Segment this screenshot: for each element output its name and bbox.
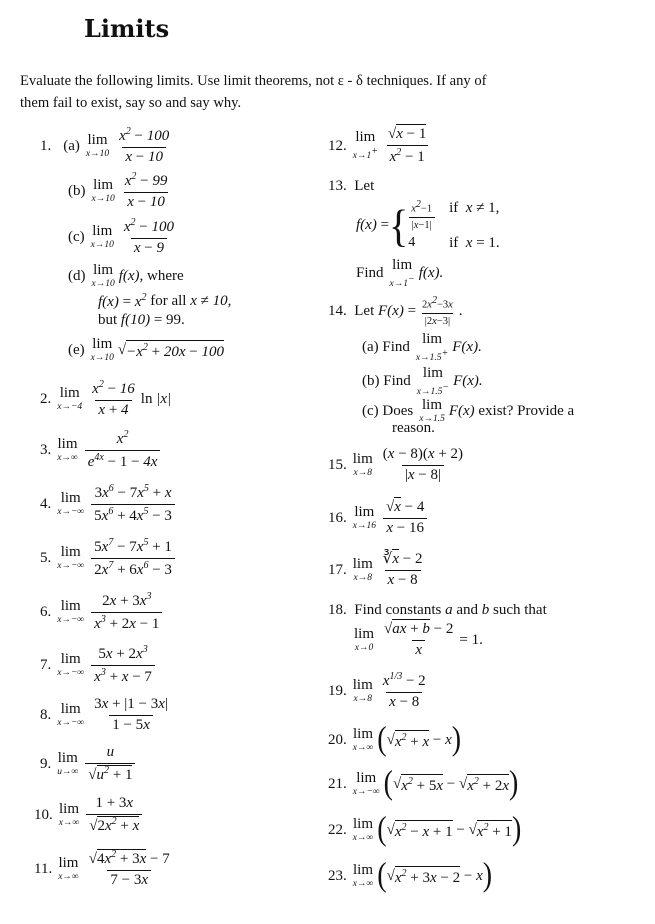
problem-6: 6. lim x→−∞ $\frac{2x + 3x^3}{x^3 + 2x - 1}$ bbox=[40, 592, 165, 633]
problem-11: 11. lim x→∞ $\frac{√4x^2 + 3x - 7}{7 - 3x}$ bbox=[34, 849, 170, 888]
problem-18: 18. Find constants a and b such that bbox=[328, 602, 547, 618]
problem-14b: (b) Find lim x→1.5− F(x). bbox=[362, 365, 483, 398]
text: Find bbox=[383, 373, 411, 390]
problem-number: 17. bbox=[328, 561, 347, 578]
problem-1a: 1. (a) lim x→10 $\frac{x^2 - 100}{x - 10}$ bbox=[40, 126, 170, 165]
text: Let bbox=[354, 302, 375, 319]
problem-17: 17. lim x→8 $\frac{∛x - 2}{x - 8}$ bbox=[328, 551, 423, 588]
problem-number: 3. bbox=[40, 441, 52, 458]
problem-13 bbox=[328, 178, 374, 195]
problem-10: 10. lim x→∞ $\frac{1 + 3x}{√2x^2 + x}$ bbox=[34, 796, 145, 835]
problem-number: 14. bbox=[328, 302, 347, 319]
text: for all bbox=[150, 293, 187, 309]
text: Does bbox=[382, 402, 414, 419]
problem-number: 21. bbox=[328, 775, 347, 792]
part-label: (c) bbox=[68, 228, 85, 245]
text: , where bbox=[139, 267, 184, 284]
problem-number: 6. bbox=[40, 603, 52, 620]
problem-14c-reason bbox=[392, 420, 435, 437]
problem-number: 22. bbox=[328, 821, 347, 838]
problem-number: 8. bbox=[40, 706, 52, 723]
problem-3: 3. lim x→∞ $\frac{x^2}{e^{4x} - 1 - 4x}$ bbox=[40, 430, 163, 471]
problem-22: 22. lim x→∞ ( √ $x^2 - x + 1$ − √ $x^2 + 1$ ) bbox=[328, 810, 522, 848]
problem-9: 9. lim u→∞ $\frac{u}{√u^2 + 1}$ bbox=[40, 745, 138, 784]
problem-number: 16. bbox=[328, 509, 347, 526]
text: if bbox=[449, 234, 459, 251]
text: if bbox=[449, 200, 459, 216]
problem-7: 7. lim x→−∞ $\frac{5x + 2x^3}{x^3 + x - 7}$ bbox=[40, 645, 158, 686]
problem-12: 12. lim x→1+ $\frac{√x - 1}{x^2 - 1}$ bbox=[328, 126, 427, 165]
problem-23: 23. lim x→∞ ( √ $x^2 + 3x - 2$ − x ) bbox=[328, 856, 493, 894]
problem-13-find: Find lim x→1− f(x). bbox=[356, 257, 444, 290]
problem-number: 20. bbox=[328, 731, 347, 748]
text: but bbox=[98, 312, 118, 328]
part-label: (a) bbox=[63, 137, 80, 154]
part-label: (c) bbox=[362, 402, 379, 419]
text: Let bbox=[354, 178, 375, 194]
problem-number: 2. bbox=[40, 390, 52, 407]
problem-5: 5. lim x→−∞ $\frac{5x^7 - 7x^5 + 1}{2x^7 + 6x^6 - 3}$ bbox=[40, 538, 178, 579]
text: exist? Provide a bbox=[478, 402, 575, 419]
problem-number: 19. bbox=[328, 682, 347, 699]
problem-number: 12. bbox=[328, 137, 347, 154]
problem-number: 11. bbox=[34, 860, 53, 877]
part-label: (b) bbox=[362, 373, 380, 390]
problem-16: 16. lim x→16 $\frac{√x - 4}{x - 16}$ bbox=[328, 500, 430, 537]
instructions-line-1: Evaluate the following limits. Use limit theorems, not ε - δ techniques. If any of bbox=[20, 73, 487, 89]
problem-1e: (e) lim x→10 √ $-x^2 + 20x - 100$ bbox=[68, 336, 224, 363]
text: Find bbox=[356, 265, 384, 282]
problem-14: 14. Let F(x) = $\frac{2x^2-3x}{|2x-3|}$ . bbox=[328, 295, 463, 327]
text: and bbox=[456, 602, 479, 618]
part-label: (b) bbox=[68, 182, 86, 199]
problem-number: 10. bbox=[34, 806, 53, 823]
problem-1c: (c) lim x→10 $\frac{x^2 - 100}{x - 9}$ bbox=[68, 217, 175, 256]
part-label: (d) bbox=[68, 267, 86, 284]
instructions-line-2: them fail to exist, say so and say why. bbox=[20, 95, 242, 111]
problem-8: 8. lim x→−∞ $\frac{3x + |1 - 3x|}{1 - 5x}$ bbox=[40, 696, 168, 733]
problem-number: 15. bbox=[328, 456, 347, 473]
problem-number: 9. bbox=[40, 755, 52, 772]
problem-14c: (c) Does lim x→1.5 F(x) exist? Provide a bbox=[362, 397, 575, 424]
problem-1d: (d) lim x→10 f(x) , where bbox=[68, 262, 184, 289]
problem-number: 7. bbox=[40, 656, 52, 673]
problem-1b: (b) lim x→10 $\frac{x^2 - 99}{x - 10}$ bbox=[68, 171, 168, 210]
problem-13-definition: f(x) = { $\frac{x^2-1}{|x-1|}$ if x ≠ 1, 4 if x = 1. bbox=[356, 199, 500, 252]
text: Find constants bbox=[354, 602, 442, 618]
problem-4: 4. lim x→−∞ $\frac{3x^6 - 7x^5 + x}{5x^6 + 4x^5 - 3}$ bbox=[40, 484, 178, 525]
problem-21: 21. lim x→−∞ ( √ $x^2 + 5x$ − √ $x^2 + 2x$ ) bbox=[328, 764, 519, 802]
problem-18-equation: lim x→0 $\frac{√ax + b - 2}{x}$ = 1. bbox=[354, 621, 483, 658]
problem-14a: (a) Find lim x→1.5+ F(x). bbox=[362, 331, 482, 364]
instructions bbox=[20, 70, 655, 114]
part-label: (e) bbox=[68, 341, 85, 358]
problem-number: 5. bbox=[40, 549, 52, 566]
problem-number: 18. bbox=[328, 602, 347, 618]
problem-1d-line3: but f(10) = 99. bbox=[98, 312, 185, 328]
problem-number: 4. bbox=[40, 495, 52, 512]
problem-number: 13. bbox=[328, 178, 347, 194]
part-label: (a) bbox=[362, 339, 379, 356]
problem-2: 2. lim x→−4 $\frac{x^2 - 16}{x + 4}$ ln |x| bbox=[40, 379, 172, 418]
problem-19: 19. lim x→8 $\frac{x^{1/3} - 2}{x - 8}$ bbox=[328, 671, 426, 710]
problem-number: 23. bbox=[328, 867, 347, 884]
problem-1d-line2: $f(x) = x^2$ for all x ≠ 10, bbox=[98, 292, 232, 310]
problem-number: 1. bbox=[40, 137, 52, 154]
text: such that bbox=[493, 602, 547, 618]
problem-20: 20. lim x→∞ ( √ $x^2 + x$ − x ) bbox=[328, 720, 462, 758]
problem-15: 15. lim x→8 $\frac{(x - 8)(x + 2)}{|x - 8|}$ bbox=[328, 446, 464, 483]
text: Find bbox=[382, 339, 410, 356]
text: reason. bbox=[392, 420, 435, 436]
page-title: Limits bbox=[84, 14, 170, 43]
